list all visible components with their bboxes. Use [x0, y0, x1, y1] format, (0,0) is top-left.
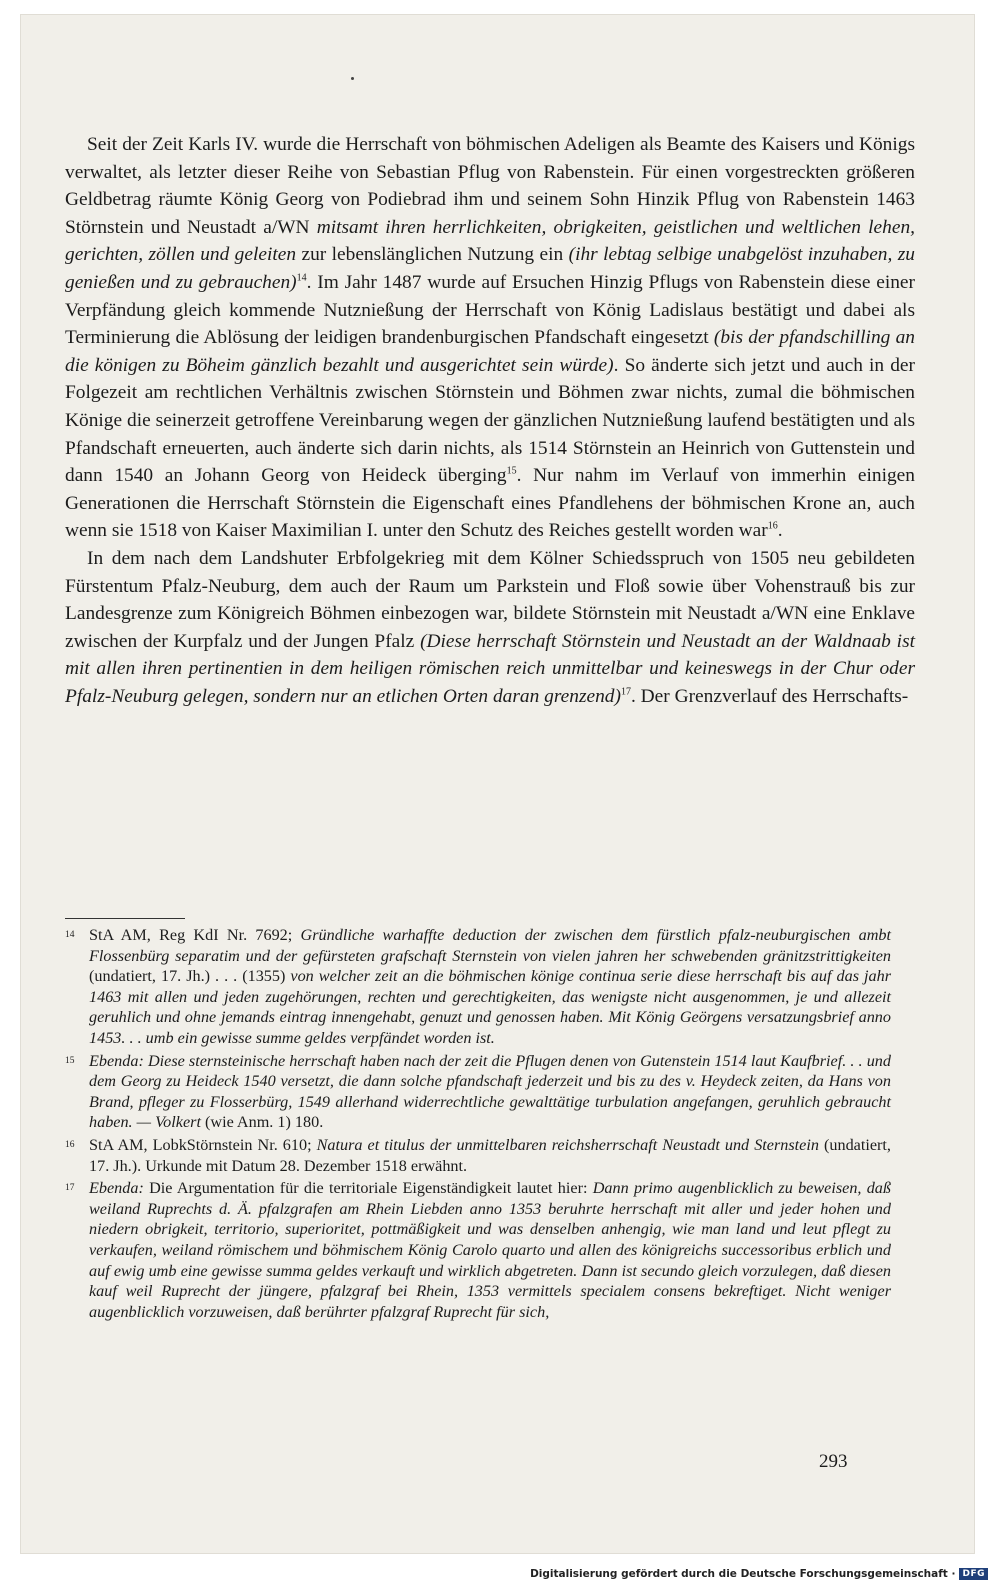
- dfg-banner-text: Digitalisierung gefördert durch die Deutsche Forschungsgemeinschaft ·: [530, 1568, 956, 1580]
- text-run: Gründliche warhaffte deduction der zwischen dem fürstlich pfalz-neuburgischen ambt Flossenbürg separatim und der gefürsteten grafschaft Sternstein von vielen jahren her schwebenden gränitzstrittigkeiten: [89, 926, 891, 965]
- footnote-reference: 14: [296, 272, 307, 284]
- text-run: StA AM, LobkStörnstein Nr. 610;: [89, 1135, 317, 1154]
- dfg-logo-icon: DFG: [959, 1568, 988, 1580]
- footnotes: [65, 925, 891, 1324]
- footnote-number: 17: [65, 1183, 75, 1194]
- text-run: In dem nach dem Landshuter Erbfolgekrieg mit dem Kölner Schiedsspruch von 1505 neu gebildeten Fürstentum Pfalz-Neuburg, dem auch der Raum um Parkstein und Floß sowie über Vohenstrauß bis zur Landesgrenze zum Königreich Böhmen einbezogen war, bildete Störnstein mit Neustadt a/WN eine Enklave zwischen der Kurpfalz und der Jungen Pfalz: [65, 547, 915, 652]
- page-number: 293: [819, 1451, 848, 1472]
- paragraph: [65, 545, 915, 711]
- text-run: Dann primo augenblicklich zu beweisen, daß weiland Ruprechts d. Ä. pfalzgrafen am Rhein Liebden anno 1353 beruhrte herrschaft mit aller und jeder hohen und niedern obrigkeit, territorio, superioritet, pottmäßigkeit und was denselben anhengig, wie man land und leut pflegt zu verkaufen, weiland römischem und böhmischem König Carolo quarto und allen des königreichs successoribus erblich und auf ewig umb eine gewisse summa geldes verkauft und wirklich abgetreten. Dann ist secundo gleich vorzulegen, daß diesen kauf weil Ruprecht der jüngere, pfalzgraf bei Rhein, 1353 vermittels specialem consens bekreftiget. Nicht weniger augenblicklich vorzuweisen, daß berührter pfalzgraf Ruprecht für sich,: [89, 1179, 891, 1321]
- text-run: Ebenda:: [89, 1179, 144, 1198]
- footnote-number: 16: [65, 1139, 75, 1150]
- footnote-number: 14: [65, 930, 75, 940]
- text-run: zur lebenslänglichen Nutzung ein: [296, 244, 569, 266]
- text-run: Die Argumentation für die territoriale Eigenständigkeit lautet hier:: [143, 1179, 593, 1198]
- text-run: (ihr lebtag selbige unabgelöst inzuhaben, zu genießen und zu gebrauchen): [65, 244, 915, 293]
- text-run: von welcher zeit an die böhmischen könige continua serie diese herrschaft bis auf das jahr 1463 mit allen und jeden zugehörungen, rechten und gerechtigkeiten, das wenigste nicht ausgenommen, je und allezeit geruhlich und ohne jemands eintrag innengehabt, genuzt und genossen haben. Mit König Geörgens versatzungsbrief anno 1453. . . umb ein gewisse summe geldes verpfändet worden ist.: [89, 967, 891, 1047]
- footnote-reference: 15: [506, 465, 517, 477]
- text-run: mitsamt ihren herrlichkeiten, obrigkeiten, geistlichen und weltlichen lehen, gerichten, zöllen und geleiten: [65, 216, 915, 266]
- text-run: (bis der pfandschilling an die königen zu Böheim gänzlich bezahlt und ausgerichtet sein würde): [65, 327, 915, 376]
- footnote-separator: [65, 918, 185, 919]
- text-run: StA AM, Reg KdI Nr. 7692;: [89, 926, 301, 944]
- ink-speck: [351, 77, 354, 80]
- text-run: (undatiert, 17. Jh.). Urkunde mit Datum 28. Dezember 1518 erwähnt.: [89, 1135, 891, 1175]
- main-text: [65, 131, 915, 710]
- footnote-reference: 17: [620, 686, 631, 698]
- text-run: (Diese herrschaft Störnstein und Neustadt an der Waldnaab ist mit allen ihren pertinentien in dem heiligen römischen reich unmittelbar und keineswegs in der Chur oder Pfalz-Neuburg gelegen, sondern nur an etlichen Orten daran grenzend): [65, 630, 916, 707]
- text-run: Natura et titulus der unmittelbaren reichsherrschaft Neustadt und Sternstein: [316, 1135, 819, 1154]
- footnote: [65, 1051, 891, 1133]
- footnote-reference: 16: [767, 520, 778, 532]
- text-run: .: [777, 520, 783, 542]
- footnote: [65, 1135, 891, 1176]
- text-run: Ebenda: Diese sternsteinische herrschaft haben nach der zeit die Pflugen denen von Gutenstein 1514 laut Kaufbrief. . . und dem Georg zu Heideck 1540 versetzt, die dann solche pfandschaft jederzeit und bis zu des v. Heydeck zeiten, da Hans von Brand, pfleger zu Flosserbürg, 1549 allerhand widerrechtliche gewalttätige turbulation angefangen, geruhlich gebraucht haben. — Volkert: [89, 1051, 891, 1132]
- text-run: . Im Jahr 1487 wurde auf Ersuchen Hinzig Pflugs von Rabenstein diese einer Verpfändung gleich kommende Nutznießung der Herrschaft von König Ladislaus bestätigt und dabei als Terminierung die Ablösung der leidigen brandenburgischen Pfandschaft eingesetzt: [65, 271, 915, 349]
- text-run: (wie Anm. 1) 180.: [200, 1113, 324, 1132]
- text-run: . Nur nahm im Verlauf von immerhin einigen Generationen die Herrschaft Störnstein die Eigenschaft eines Pfandlehens der böhmischen Krone an, auch wenn sie 1518 von Kaiser Maximilian I. unter den Schutz des Reiches gestellt worden war: [65, 465, 915, 542]
- text-run: . Der Grenzverlauf des Herrschafts-: [630, 685, 909, 707]
- paragraph: [65, 131, 915, 545]
- footnote-number: 15: [65, 1055, 75, 1066]
- text-run: . So änderte sich jetzt und auch in der Folgezeit am rechtlichen Verhältnis zwischen Störnstein und Böhmen zwar nichts, zumal die böhmischen Könige die seinerzeit getroffene Vereinbarung wegen der gänzlichen Nutznießung laufend bestätigten und als Pfandschaft erneuerten, auch änderte sich darin nichts, als 1514 Störnstein an Heinrich von Guttenstein und dann 1540 an Johann Georg von Heideck überging: [65, 354, 915, 487]
- footnote: [65, 1178, 891, 1322]
- dfg-banner: [530, 1566, 988, 1582]
- footnote: [65, 925, 891, 1049]
- book-page: [20, 14, 975, 1554]
- text-run: Seit der Zeit Karls IV. wurde die Herrschaft von böhmischen Adeligen als Beamte des Kaisers und Königs verwaltet, als letzter dieser Reihe von Sebastian Pflug von Rabenstein. Für einen vorgestreckten größeren Geldbetrag räumte König Georg von Podiebrad ihm und seinem Sohn Hinzik Pflug von Rabenstein 1463 Störnstein und Neustadt a/WN: [65, 134, 915, 238]
- text-run: (undatiert, 17. Jh.) . . . (1355): [89, 967, 291, 986]
